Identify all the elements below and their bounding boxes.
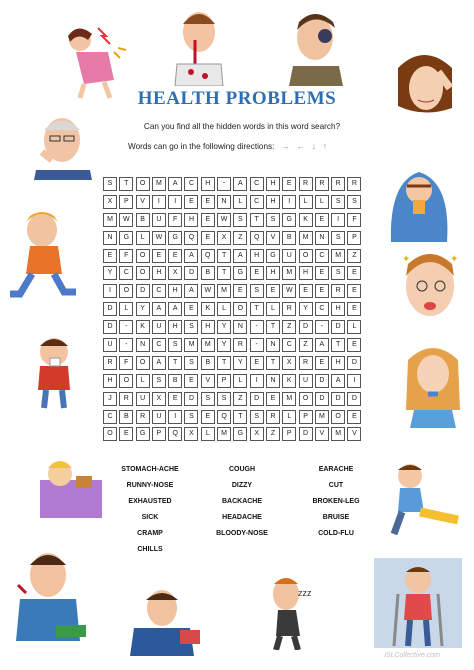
grid-cell[interactable]: E bbox=[184, 195, 198, 209]
grid-cell[interactable]: D bbox=[184, 266, 198, 280]
grid-cell[interactable]: Y bbox=[217, 338, 231, 352]
grid-cell[interactable]: M bbox=[217, 284, 231, 298]
grid-cell[interactable]: M bbox=[282, 266, 296, 280]
grid-cell[interactable]: D bbox=[103, 320, 117, 334]
grid-cell[interactable]: C bbox=[250, 195, 264, 209]
grid-cell[interactable]: U bbox=[136, 392, 150, 406]
worksheet-title: HEALTH PROBLEMS bbox=[137, 88, 337, 109]
grid-cell[interactable]: E bbox=[266, 284, 280, 298]
grid-cell[interactable]: K bbox=[201, 302, 215, 316]
grid-cell[interactable]: A bbox=[331, 374, 345, 388]
grid-cell[interactable]: C bbox=[315, 302, 329, 316]
grid-cell[interactable]: E bbox=[201, 213, 215, 227]
grid-cell[interactable]: R bbox=[331, 284, 345, 298]
grid-cell[interactable]: C bbox=[184, 177, 198, 191]
word-item: BACKACHE bbox=[221, 498, 263, 506]
word-item: COLD-FLU bbox=[318, 530, 354, 538]
grid-cell[interactable]: D bbox=[136, 284, 150, 298]
grid-cell[interactable]: X bbox=[282, 356, 296, 370]
grid-cell[interactable]: L bbox=[282, 410, 296, 424]
word-item: EARACHE bbox=[318, 466, 354, 473]
grid-cell[interactable]: Y bbox=[103, 266, 117, 280]
boy-runny-nose-illustration bbox=[24, 332, 84, 412]
man-cut-finger-illustration bbox=[10, 545, 88, 645]
grid-cell[interactable]: H bbox=[266, 177, 280, 191]
grid-cell[interactable]: G bbox=[136, 427, 150, 441]
grid-cell[interactable]: D bbox=[315, 392, 329, 406]
grid-cell[interactable]: - bbox=[250, 338, 264, 352]
grid-cell[interactable]: H bbox=[331, 302, 345, 316]
grid-cell[interactable]: S bbox=[152, 374, 166, 388]
grid-cell[interactable]: E bbox=[168, 249, 182, 263]
grid-cell[interactable]: W bbox=[282, 284, 296, 298]
grid-cell[interactable]: E bbox=[282, 177, 296, 191]
grid-cell[interactable]: R bbox=[119, 392, 133, 406]
grid-cell[interactable]: S bbox=[184, 320, 198, 334]
grid-cell[interactable]: C bbox=[119, 266, 133, 280]
grid-cell[interactable]: C bbox=[152, 338, 166, 352]
grid-cell[interactable]: I bbox=[103, 284, 117, 298]
grid-cell[interactable]: Q bbox=[250, 231, 264, 245]
grid-cell[interactable]: B bbox=[168, 374, 182, 388]
grid-cell[interactable]: L bbox=[315, 195, 329, 209]
grid-cell[interactable]: A bbox=[233, 177, 247, 191]
grid-cell[interactable]: X bbox=[152, 392, 166, 406]
word-list-column-1 bbox=[110, 466, 190, 563]
grid-cell[interactable]: M bbox=[331, 249, 345, 263]
grid-cell[interactable]: E bbox=[184, 374, 198, 388]
word-item: BLOODY-NOSE bbox=[216, 530, 268, 538]
grid-row bbox=[103, 338, 364, 356]
grid-cell[interactable]: I bbox=[347, 374, 361, 388]
grid-cell[interactable]: G bbox=[168, 231, 182, 245]
word-search-grid bbox=[103, 177, 364, 445]
grid-cell[interactable]: A bbox=[184, 284, 198, 298]
grid-cell[interactable]: - bbox=[250, 320, 264, 334]
grid-cell[interactable]: Q bbox=[201, 249, 215, 263]
grid-cell[interactable]: E bbox=[184, 302, 198, 316]
grid-cell[interactable]: M bbox=[299, 231, 313, 245]
grid-cell[interactable]: P bbox=[119, 195, 133, 209]
grid-cell[interactable]: P bbox=[299, 410, 313, 424]
grid-cell[interactable]: T bbox=[119, 177, 133, 191]
grid-cell[interactable]: E bbox=[266, 392, 280, 406]
grid-cell[interactable]: T bbox=[331, 338, 345, 352]
grid-cell[interactable]: H bbox=[168, 284, 182, 298]
word-item: CHILLS bbox=[137, 546, 163, 554]
grid-row bbox=[103, 177, 364, 195]
grid-cell[interactable]: D bbox=[184, 392, 198, 406]
grid-cell[interactable]: M bbox=[201, 338, 215, 352]
grid-cell[interactable]: E bbox=[119, 427, 133, 441]
grid-cell[interactable]: H bbox=[103, 374, 117, 388]
grid-cell[interactable]: Z bbox=[266, 427, 280, 441]
grid-cell[interactable]: R bbox=[315, 177, 329, 191]
grid-cell[interactable]: O bbox=[299, 249, 313, 263]
word-item: RUNNY-NOSE bbox=[126, 482, 174, 490]
grid-cell[interactable]: R bbox=[347, 177, 361, 191]
svg-text:✦: ✦ bbox=[402, 254, 411, 265]
grid-cell[interactable]: C bbox=[103, 410, 117, 424]
grid-cell[interactable]: G bbox=[266, 249, 280, 263]
grid-cell[interactable]: Z bbox=[299, 338, 313, 352]
grid-cell[interactable]: D bbox=[315, 374, 329, 388]
grid-cell[interactable]: K bbox=[282, 374, 296, 388]
grid-cell[interactable]: H bbox=[266, 266, 280, 280]
grid-cell[interactable]: P bbox=[347, 231, 361, 245]
grid-cell[interactable]: Q bbox=[217, 410, 231, 424]
word-list-column-2 bbox=[202, 466, 282, 546]
grid-cell[interactable]: X bbox=[217, 231, 231, 245]
grid-cell[interactable]: A bbox=[168, 302, 182, 316]
grid-cell[interactable]: H bbox=[250, 249, 264, 263]
grid-cell[interactable]: B bbox=[119, 410, 133, 424]
grid-cell[interactable]: D bbox=[299, 320, 313, 334]
grid-cell[interactable]: N bbox=[233, 320, 247, 334]
grid-cell[interactable]: V bbox=[136, 195, 150, 209]
grid-cell[interactable]: T bbox=[168, 356, 182, 370]
grid-cell[interactable]: T bbox=[266, 356, 280, 370]
word-item: STOMACH-ACHE bbox=[121, 466, 179, 473]
grid-cell[interactable]: S bbox=[201, 392, 215, 406]
grid-cell[interactable]: E bbox=[201, 195, 215, 209]
word-item: BROKEN-LEG bbox=[312, 498, 360, 506]
grid-cell[interactable]: P bbox=[152, 427, 166, 441]
grid-cell[interactable]: O bbox=[136, 249, 150, 263]
man-cold-flu-illustration bbox=[128, 586, 204, 656]
site-watermark: iSLCollective.com bbox=[384, 652, 440, 659]
grid-cell[interactable]: R bbox=[103, 356, 117, 370]
grid-cell[interactable]: T bbox=[250, 213, 264, 227]
grid-cell[interactable]: H bbox=[299, 266, 313, 280]
grid-cell[interactable]: C bbox=[250, 177, 264, 191]
boy-blanket-chills-illustration bbox=[383, 162, 455, 248]
grid-cell[interactable]: O bbox=[233, 302, 247, 316]
grid-cell[interactable]: R bbox=[299, 177, 313, 191]
grid-cell[interactable]: L bbox=[201, 427, 215, 441]
grid-cell[interactable]: - bbox=[119, 320, 133, 334]
grid-cell[interactable]: O bbox=[136, 177, 150, 191]
grid-cell[interactable]: L bbox=[233, 374, 247, 388]
word-item: HEADACHE bbox=[222, 514, 262, 522]
word-item: SICK bbox=[141, 514, 159, 522]
word-list-column-3 bbox=[296, 466, 376, 546]
grid-cell[interactable]: R bbox=[233, 338, 247, 352]
grid-cell[interactable]: - bbox=[217, 177, 231, 191]
grid-cell[interactable]: P bbox=[217, 374, 231, 388]
grid-cell[interactable]: E bbox=[315, 356, 329, 370]
grid-row bbox=[103, 195, 364, 213]
grid-cell[interactable]: E bbox=[299, 284, 313, 298]
grid-cell[interactable]: S bbox=[168, 338, 182, 352]
grid-cell[interactable]: - bbox=[315, 320, 329, 334]
grid-cell[interactable]: Y bbox=[217, 320, 231, 334]
grid-cell[interactable]: D bbox=[250, 392, 264, 406]
grid-cell[interactable]: G bbox=[119, 231, 133, 245]
grid-cell[interactable]: G bbox=[282, 213, 296, 227]
grid-cell[interactable]: E bbox=[347, 338, 361, 352]
grid-cell[interactable]: O bbox=[119, 284, 133, 298]
grid-row bbox=[103, 284, 364, 302]
grid-cell[interactable]: V bbox=[201, 374, 215, 388]
grid-cell[interactable]: F bbox=[168, 213, 182, 227]
grid-cell[interactable]: M bbox=[315, 410, 329, 424]
grid-cell[interactable]: L bbox=[347, 320, 361, 334]
grid-cell[interactable]: C bbox=[315, 249, 329, 263]
grid-cell[interactable]: Z bbox=[347, 249, 361, 263]
grid-cell[interactable]: U bbox=[282, 249, 296, 263]
boy-stomachache-illustration bbox=[6, 208, 88, 304]
grid-cell[interactable]: P bbox=[282, 427, 296, 441]
grid-cell[interactable]: S bbox=[103, 177, 117, 191]
grid-cell[interactable]: E bbox=[152, 249, 166, 263]
grid-cell[interactable]: S bbox=[250, 284, 264, 298]
grid-cell[interactable]: E bbox=[347, 284, 361, 298]
grid-cell[interactable]: G bbox=[233, 266, 247, 280]
grid-cell[interactable]: E bbox=[347, 302, 361, 316]
grid-cell[interactable]: R bbox=[331, 177, 345, 191]
word-item: CUT bbox=[328, 482, 344, 490]
grid-cell[interactable]: T bbox=[217, 266, 231, 280]
grid-cell[interactable]: R bbox=[266, 410, 280, 424]
grid-cell[interactable]: M bbox=[282, 392, 296, 406]
svg-text:✦: ✦ bbox=[450, 254, 459, 265]
grid-cell[interactable]: E bbox=[250, 266, 264, 280]
grid-cell[interactable]: E bbox=[201, 410, 215, 424]
grid-cell[interactable]: F bbox=[119, 356, 133, 370]
old-man-toothache-illustration bbox=[30, 108, 96, 180]
grid-row bbox=[103, 213, 364, 231]
grid-cell[interactable]: B bbox=[282, 231, 296, 245]
grid-cell[interactable]: X bbox=[250, 427, 264, 441]
boy-black-eye-illustration bbox=[285, 8, 347, 86]
grid-cell[interactable]: L bbox=[217, 302, 231, 316]
grid-cell[interactable]: N bbox=[266, 374, 280, 388]
grid-cell[interactable]: H bbox=[168, 320, 182, 334]
grid-cell[interactable]: X bbox=[184, 427, 198, 441]
man-exhausted-illustration bbox=[256, 572, 326, 650]
grid-cell[interactable]: A bbox=[315, 338, 329, 352]
word-item: BRUISE bbox=[322, 514, 350, 522]
grid-cell[interactable]: E bbox=[315, 284, 329, 298]
grid-row bbox=[103, 356, 364, 374]
grid-cell[interactable]: S bbox=[331, 266, 345, 280]
grid-cell[interactable]: R bbox=[282, 302, 296, 316]
grid-cell[interactable]: O bbox=[331, 410, 345, 424]
grid-row bbox=[103, 249, 364, 267]
grid-cell[interactable]: A bbox=[168, 177, 182, 191]
grid-cell[interactable]: L bbox=[119, 302, 133, 316]
grid-cell[interactable]: E bbox=[315, 213, 329, 227]
grid-cell[interactable]: I bbox=[250, 374, 264, 388]
grid-cell[interactable]: V bbox=[315, 427, 329, 441]
grid-cell[interactable]: C bbox=[152, 284, 166, 298]
grid-cell[interactable]: M bbox=[103, 213, 117, 227]
grid-cell[interactable]: D bbox=[103, 302, 117, 316]
grid-cell[interactable]: L bbox=[136, 231, 150, 245]
grid-cell[interactable]: S bbox=[331, 195, 345, 209]
grid-cell[interactable]: B bbox=[201, 266, 215, 280]
grid-cell[interactable]: I bbox=[152, 195, 166, 209]
grid-cell[interactable]: D bbox=[299, 427, 313, 441]
grid-cell[interactable]: K bbox=[299, 213, 313, 227]
instruction-line-2 bbox=[128, 141, 358, 151]
grid-cell[interactable]: Y bbox=[299, 302, 313, 316]
grid-cell[interactable]: G bbox=[233, 427, 247, 441]
grid-cell[interactable]: Y bbox=[233, 356, 247, 370]
grid-cell[interactable]: T bbox=[266, 320, 280, 334]
grid-cell[interactable]: - bbox=[119, 338, 133, 352]
grid-cell[interactable]: N bbox=[315, 231, 329, 245]
grid-row bbox=[103, 302, 364, 320]
grid-cell[interactable]: E bbox=[250, 356, 264, 370]
word-item: DIZZY bbox=[231, 482, 253, 490]
grid-cell[interactable]: E bbox=[168, 392, 182, 406]
word-item: COUGH bbox=[228, 466, 256, 473]
grid-cell[interactable]: I bbox=[168, 410, 182, 424]
grid-cell[interactable]: M bbox=[217, 427, 231, 441]
grid-cell[interactable]: R bbox=[299, 356, 313, 370]
grid-cell[interactable]: U bbox=[299, 374, 313, 388]
grid-cell[interactable]: O bbox=[299, 392, 313, 406]
grid-cell[interactable]: Q bbox=[184, 231, 198, 245]
grid-row bbox=[103, 320, 364, 338]
man-bloody-nose-illustration bbox=[165, 6, 235, 86]
grid-cell[interactable]: N bbox=[266, 338, 280, 352]
grid-cell[interactable]: Y bbox=[136, 302, 150, 316]
grid-cell[interactable]: V bbox=[266, 231, 280, 245]
grid-cell[interactable]: Z bbox=[282, 320, 296, 334]
grid-cell[interactable]: U bbox=[152, 213, 166, 227]
grid-cell[interactable]: C bbox=[282, 338, 296, 352]
grid-cell[interactable]: X bbox=[168, 266, 182, 280]
grid-cell[interactable]: S bbox=[184, 356, 198, 370]
grid-cell[interactable]: W bbox=[217, 213, 231, 227]
grid-cell[interactable]: F bbox=[347, 213, 361, 227]
grid-cell[interactable]: A bbox=[152, 356, 166, 370]
grid-cell[interactable]: D bbox=[347, 392, 361, 406]
grid-cell[interactable]: T bbox=[217, 356, 231, 370]
grid-cell[interactable]: L bbox=[299, 195, 313, 209]
grid-cell[interactable]: H bbox=[201, 320, 215, 334]
grid-cell[interactable]: L bbox=[233, 195, 247, 209]
grid-cell[interactable]: F bbox=[119, 249, 133, 263]
grid-cell[interactable]: S bbox=[250, 410, 264, 424]
grid-cell[interactable]: L bbox=[136, 374, 150, 388]
grid-cell[interactable]: W bbox=[201, 284, 215, 298]
grid-cell[interactable]: H bbox=[201, 177, 215, 191]
girl-in-bed-illustration bbox=[36, 444, 106, 522]
grid-cell[interactable]: S bbox=[233, 213, 247, 227]
grid-cell[interactable]: H bbox=[184, 213, 198, 227]
grid-cell[interactable]: W bbox=[119, 213, 133, 227]
grid-cell[interactable]: Z bbox=[233, 392, 247, 406]
grid-cell[interactable]: N bbox=[136, 338, 150, 352]
grid-cell[interactable]: H bbox=[152, 266, 166, 280]
grid-cell[interactable]: X bbox=[103, 195, 117, 209]
grid-cell[interactable]: H bbox=[266, 195, 280, 209]
grid-cell[interactable]: O bbox=[136, 266, 150, 280]
grid-cell[interactable]: E bbox=[233, 284, 247, 298]
grid-cell[interactable]: H bbox=[331, 356, 345, 370]
grid-cell[interactable]: D bbox=[347, 356, 361, 370]
grid-cell[interactable]: Q bbox=[168, 427, 182, 441]
instruction-line-2-text: Words can go in the following directions: bbox=[128, 142, 275, 151]
grid-cell[interactable]: U bbox=[103, 338, 117, 352]
grid-cell[interactable]: S bbox=[184, 410, 198, 424]
direction-arrows-icon: → ← ↓ ↑ bbox=[280, 141, 330, 151]
grid-cell[interactable]: A bbox=[233, 249, 247, 263]
grid-cell[interactable]: I bbox=[282, 195, 296, 209]
grid-cell[interactable]: E bbox=[347, 266, 361, 280]
girl-sore-throat-illustration bbox=[400, 340, 466, 428]
grid-cell[interactable]: I bbox=[331, 213, 345, 227]
grid-cell[interactable]: Z bbox=[233, 231, 247, 245]
grid-cell[interactable]: W bbox=[152, 231, 166, 245]
grid-cell[interactable]: D bbox=[331, 392, 345, 406]
grid-cell[interactable]: S bbox=[217, 392, 231, 406]
instruction-line-1: Can you find all the hidden words in this word search? bbox=[143, 122, 341, 131]
grid-cell[interactable]: S bbox=[266, 213, 280, 227]
boy-crutches-illustration bbox=[374, 558, 462, 648]
grid-cell[interactable]: N bbox=[217, 195, 231, 209]
grid-cell[interactable]: E bbox=[201, 231, 215, 245]
grid-cell[interactable]: T bbox=[217, 249, 231, 263]
grid-row bbox=[103, 266, 364, 284]
grid-cell[interactable]: S bbox=[347, 195, 361, 209]
grid-cell[interactable]: D bbox=[331, 320, 345, 334]
grid-cell[interactable]: O bbox=[119, 374, 133, 388]
word-item: CRAMP bbox=[137, 530, 163, 538]
boy-dizzy-illustration bbox=[394, 246, 466, 330]
grid-cell[interactable]: B bbox=[136, 213, 150, 227]
grid-cell[interactable]: O bbox=[103, 427, 117, 441]
grid-cell[interactable]: E bbox=[315, 266, 329, 280]
grid-row bbox=[103, 374, 364, 392]
grid-cell[interactable]: U bbox=[152, 320, 166, 334]
grid-cell[interactable]: E bbox=[347, 410, 361, 424]
grid-cell[interactable]: U bbox=[152, 410, 166, 424]
grid-cell[interactable]: S bbox=[331, 231, 345, 245]
grid-cell[interactable]: V bbox=[347, 427, 361, 441]
boy-broken-leg-illustration bbox=[380, 460, 466, 538]
grid-row bbox=[103, 231, 364, 249]
grid-cell[interactable]: B bbox=[201, 356, 215, 370]
grid-cell[interactable]: R bbox=[136, 410, 150, 424]
svg-text:zzz: zzz bbox=[298, 588, 312, 598]
grid-row bbox=[103, 392, 364, 410]
grid-cell[interactable]: T bbox=[233, 410, 247, 424]
grid-cell[interactable]: A bbox=[184, 249, 198, 263]
grid-cell[interactable]: L bbox=[266, 302, 280, 316]
grid-cell[interactable]: A bbox=[152, 302, 166, 316]
grid-cell[interactable]: N bbox=[103, 231, 117, 245]
grid-cell[interactable]: M bbox=[331, 427, 345, 441]
grid-row bbox=[103, 410, 364, 428]
grid-row bbox=[103, 427, 364, 445]
grid-cell[interactable]: I bbox=[168, 195, 182, 209]
grid-cell[interactable]: T bbox=[250, 302, 264, 316]
grid-cell[interactable]: M bbox=[184, 338, 198, 352]
word-item: EXHAUSTED bbox=[128, 498, 172, 506]
grid-cell[interactable]: K bbox=[136, 320, 150, 334]
grid-cell[interactable]: J bbox=[103, 392, 117, 406]
grid-cell[interactable]: O bbox=[136, 356, 150, 370]
grid-cell[interactable]: M bbox=[152, 177, 166, 191]
grid-cell[interactable]: E bbox=[103, 249, 117, 263]
